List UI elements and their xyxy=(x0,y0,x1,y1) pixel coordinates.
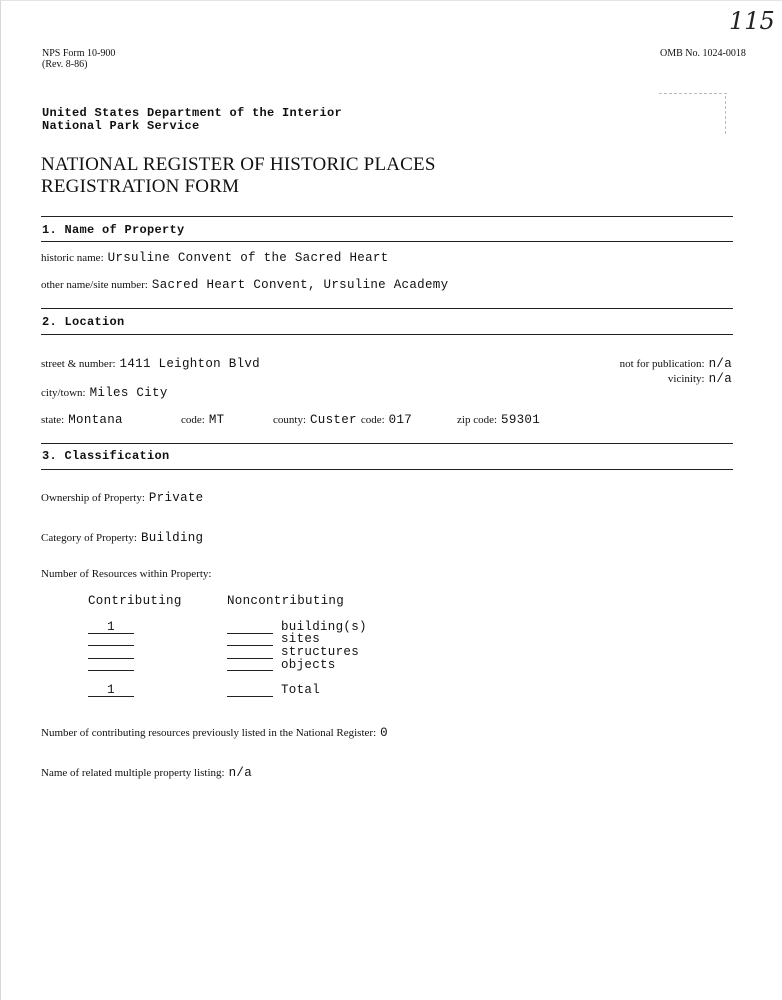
row-building-type: building(s) xyxy=(281,620,367,634)
divider xyxy=(41,469,733,470)
divider xyxy=(41,443,733,444)
street-label: street & number: xyxy=(41,358,116,370)
handwritten-annotation: 115 xyxy=(729,7,775,35)
section1-heading: 1. Name of Property xyxy=(42,223,185,237)
other-name-row xyxy=(41,275,448,293)
zip-field xyxy=(457,410,540,428)
street-value: 1411 Leighton Blvd xyxy=(119,357,260,371)
blank-line xyxy=(88,696,134,697)
category-label: Category of Property: xyxy=(41,532,137,544)
blank-line xyxy=(227,658,273,659)
ownership-label: Ownership of Property: xyxy=(41,492,145,504)
form-title-line1: NATIONAL REGISTER OF HISTORIC PLACES xyxy=(41,154,436,175)
historic-name-row xyxy=(41,248,388,266)
department-name: United States Department of the Interior xyxy=(42,106,343,120)
street-row xyxy=(41,354,260,372)
not-for-publication-value: n/a xyxy=(708,357,732,371)
category-row xyxy=(41,528,203,546)
historic-name-label: historic name: xyxy=(41,252,104,264)
state-code-label: code: xyxy=(181,414,205,426)
blank-line xyxy=(88,633,134,634)
previously-listed-label: Number of contributing resources previously listed in the National Register: xyxy=(41,727,377,739)
other-name-value: Sacred Heart Convent, Ursuline Academy xyxy=(151,278,449,292)
vicinity-row xyxy=(668,369,732,387)
faint-stamp-mark xyxy=(659,93,727,94)
county-value: Custer xyxy=(310,413,357,427)
category-value: Building xyxy=(140,531,204,545)
county-field xyxy=(273,410,412,428)
blank-line xyxy=(88,645,134,646)
city-row xyxy=(41,383,168,401)
col-noncontributing-header: Noncontributing xyxy=(227,594,345,608)
blank-line xyxy=(227,633,273,634)
blank-line xyxy=(88,658,134,659)
form-revision: (Rev. 8-86) xyxy=(42,59,88,70)
divider xyxy=(41,308,733,309)
county-label: county: xyxy=(273,414,306,426)
row-objects-type: objects xyxy=(281,658,336,672)
county-code-value: 017 xyxy=(388,413,413,427)
state-field xyxy=(41,410,123,428)
blank-line xyxy=(227,696,273,697)
county-code-label: code: xyxy=(360,414,385,426)
not-for-publication-label: not for publication: xyxy=(619,358,705,370)
form-number: NPS Form 10-900 xyxy=(42,48,116,59)
blank-line xyxy=(88,670,134,671)
city-label: city/town: xyxy=(41,387,86,399)
other-name-label: other name/site number: xyxy=(41,279,148,291)
section3-heading: 3. Classification xyxy=(42,449,170,463)
zip-label: zip code: xyxy=(457,414,498,426)
total-label: Total xyxy=(281,683,321,697)
multiple-listing-row xyxy=(41,763,252,781)
row-sites-type: sites xyxy=(281,632,321,646)
divider xyxy=(41,216,733,217)
divider xyxy=(41,241,733,242)
ownership-value: Private xyxy=(148,491,204,505)
state-code-value: MT xyxy=(208,413,225,427)
service-name: National Park Service xyxy=(42,119,200,133)
omb-number: OMB No. 1024-0018 xyxy=(660,48,746,59)
vicinity-value: n/a xyxy=(708,372,732,386)
form-title-line2: REGISTRATION FORM xyxy=(41,176,240,197)
ownership-row xyxy=(41,488,203,506)
col-contributing-header: Contributing xyxy=(88,594,182,608)
section2-heading: 2. Location xyxy=(42,315,125,329)
faint-stamp-mark-vertical xyxy=(725,96,726,134)
state-label: state: xyxy=(41,414,65,426)
blank-line xyxy=(227,645,273,646)
multiple-listing-value: n/a xyxy=(228,766,252,780)
resources-label: Number of Resources within Property: xyxy=(41,568,212,580)
total-contributing: 1 xyxy=(107,683,115,697)
zip-value: 59301 xyxy=(501,413,541,427)
state-code-field xyxy=(181,410,224,428)
blank-line xyxy=(227,670,273,671)
divider xyxy=(41,334,733,335)
previously-listed-row xyxy=(41,723,388,741)
previously-listed-value: 0 xyxy=(380,726,388,740)
row-structures-type: structures xyxy=(281,645,360,659)
state-value: Montana xyxy=(68,413,123,427)
vicinity-label: vicinity: xyxy=(667,373,705,385)
city-value: Miles City xyxy=(89,386,168,400)
historic-name-value: Ursuline Convent of the Sacred Heart xyxy=(107,251,389,265)
multiple-listing-label: Name of related multiple property listing: xyxy=(41,767,225,779)
row-building-contributing: 1 xyxy=(107,620,115,634)
